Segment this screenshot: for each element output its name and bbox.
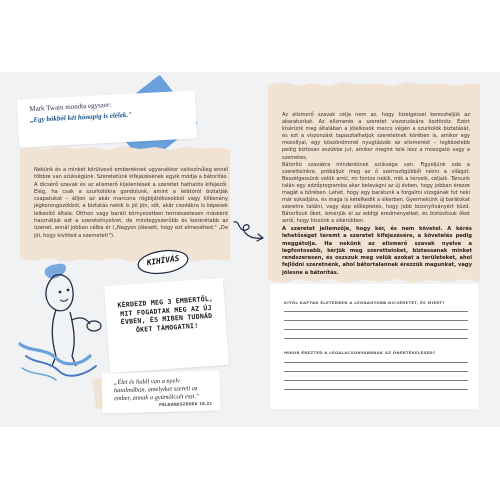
torn-edge-top <box>268 81 480 89</box>
left-paragraph: Nekünk és a minket körülvevő embereknek ugyanakkor valószínűleg ennél többre van szükségünk. Szeretetünk kifejezésének egyik módja a bátorítás. A dicsérő szavak és az elismerő kijelentések a szeretet hathatós kifejezői. Elég, ha csak a szurkolókra gondolunk, amint a lelátóról biztatják csapatukat – álljon az akár marcona rögbijátékosokból vagy kilkenény jégkorongozókból, a biztatás nekik is jól jön, sőt, akár csodákra is képesek lelkesítő általa. Otthon vagy baráti környezetben természetesen másként használjuk ezt a szeretetnyelvet, de mindegyszerűbb és konkrétabb az üzenet, annál jobban célba ér („Nagyon jólesett, hogy ezt elmesélted." „De jól, hogy kivitted a szemetet!"). <box>34 167 228 239</box>
answer-line[interactable] <box>284 338 468 339</box>
left-text-paper <box>20 150 230 258</box>
right-paragraph-1: Az elismerő szavak célja nem az, hogy hízelgéssel kereszteljük az akaratunkat. Az elismerés a szeretet viszonzására ösztönöz. Ezért kísérünk meg általában a jólelkosok meccs végén a szurkolók biztatását, és ezt a viszonzást tapasztalhatjuk szeretetnek körében is, amikor egy mosollyal, egy köszönömmel nyugtázzák az elismerést – legközelebb pedig biztosan eszükbe jut, amikor megint tele lesz a mosogató vagy a szemetes. <box>282 112 470 161</box>
badge-label: KIHÍVÁS <box>146 253 180 268</box>
torn-edge-top <box>20 145 230 153</box>
arrow-doodle-icon <box>232 218 268 246</box>
right-paragraphs <box>282 112 470 226</box>
torn-edge-bottom <box>268 276 480 284</box>
right-bold-paragraph: A szeretet jellemzője, hogy kér, és nem követel. A kérés lehetőséget teremt a szeretet kifejezésére, a követelés pedig meggátolja. Ha nekünk az elismerő szavak nyelve a legfontosabb, kérjük meg szeretteinket, biztassanak minket rendszeresen, és oszszuk meg velük azokat a területeket, ahol fejlődni szeretnénk, ahol bátortalannak érezzük magunkat, vagy jólesne a bátorítás. <box>282 226 472 276</box>
challenge-card <box>104 278 229 373</box>
challenge-text: KÉRDEZD MEG 3 EMBERTŐL, MIT FOGADTAK MEG AZ ÚJ ÉVBEN, ÉS MIBEN TUDNÁD ŐKET TÁMOGATNI! <box>117 294 214 334</box>
question-1: KITŐL KAPTAD ÉLETEDBEN A LEGNAGYOBB DICSÉRETET, ÉS MIÉRT? <box>284 300 445 305</box>
answer-line[interactable] <box>284 362 468 363</box>
questions-card <box>270 284 478 409</box>
answer-line[interactable] <box>284 380 468 381</box>
twain-quote-card <box>17 90 197 147</box>
person-doodle-icon <box>16 256 116 386</box>
proverb-text: „Élet és halál van a nyelv hatalmában, amelyiket szereti az ember, annak a gyümölcsét eszi." <box>113 377 199 403</box>
proverb-quote-card <box>101 370 220 413</box>
answer-line[interactable] <box>284 371 468 372</box>
proverb-source: PÉLDABESZÉDEK 18,21 <box>158 400 213 408</box>
question-2: MIKOR ÉREZTED A LEGALACSONYABBNAK AZ ÖNÉRTÉKELÉSED? <box>284 350 436 355</box>
challenge-badge <box>136 248 190 276</box>
answer-line[interactable] <box>284 320 468 321</box>
right-paragraph-2: Bátorító szavakra mindenkinek szüksége van. Figyeljünk oda a szeretteinkre, próbáljuk meg az ő szemszögükből nézni a világot. Beszélgessünk velük arról, mi fontos nekik, mik a terveik, céljaik. Társunk talán egy edzőprogramba akar belevágni az új évben, hogy jobban érezze magát a bőrében. Lehet, hogy egy barátunk a forgalmi vizsgának fut neki már sokadjára, és maga is kételkedik a sikerben. Gyermekünk új barátokat szeretne találni, vagy épp előléptetés, hogy jobb bizonyítványért küzd. Bátorítsuk őket, ismerjük el az eddigi eredményeiket, és biztosítsuk őket arról, hogy hiszünk a sikerükben. <box>282 161 470 225</box>
quote-text: „Egy bókból két hónapig is elélek." <box>29 110 133 125</box>
answer-line[interactable] <box>284 329 468 330</box>
answer-line[interactable] <box>284 311 468 312</box>
quote-author: Mark Twain mondta egyszer: <box>29 100 112 114</box>
answer-line[interactable] <box>284 389 468 390</box>
